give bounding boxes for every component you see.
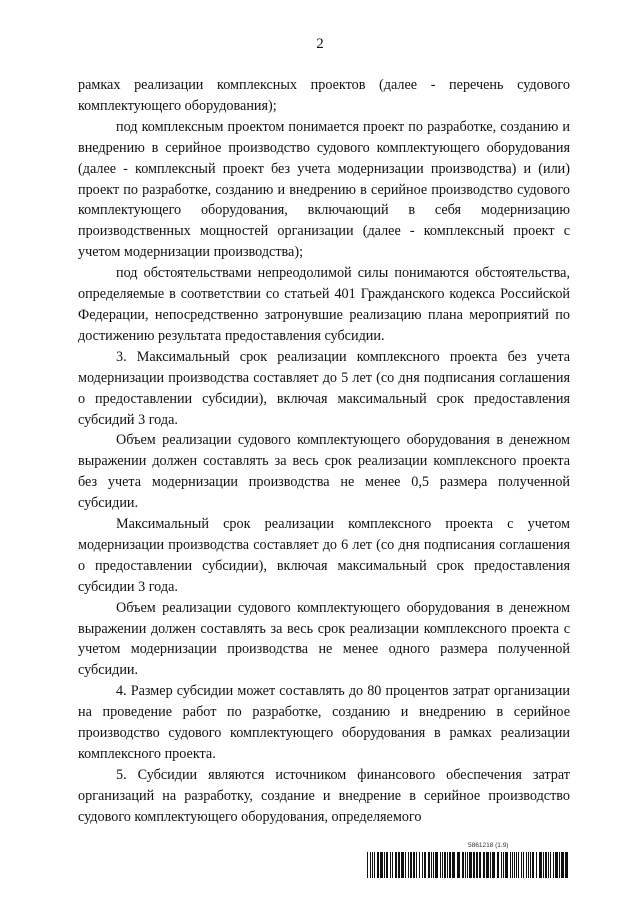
- paragraph: 3. Максимальный срок реализации комплексного проекта без учета модернизации производства составляет до 5 лет (со дня подписания соглашения о предоставлении субсидии), включая максимальный срок предоставления субсидий 3 года.: [78, 348, 570, 428]
- paragraph: под комплексным проектом понимается проект по разработке, созданию и внедрению в серийное производство судового комплектующего оборудования (далее - комплексный проект без учета модернизации производства) и (или) проект по разработке, созданию и внедрению в серийное производство судового комплектующего оборудования, включающий в себя модернизацию производственных мощностей организации (далее - комплексный проект с учетом модернизации производства);: [78, 118, 570, 261]
- page-number: 2: [316, 36, 324, 52]
- paragraph: 5. Субсидии являются источником финансового обеспечения затрат организаций на разработку, создание и внедрение в серийное производство судового комплектующего оборудования, определяемого: [78, 766, 570, 825]
- document-code: 5861218 (1.9): [468, 842, 509, 849]
- paragraph: Объем реализации судового комплектующего оборудования в денежном выражении должен составлять за весь срок реализации комплексного проекта с учетом модернизации производства не менее одного размера полученной субсидии.: [78, 599, 570, 679]
- paragraph: под обстоятельствами непреодолимой силы понимаются обстоятельства, определяемые в соответствии со статьей 401 Гражданского кодекса Российской Федерации, непосредственно затронувшие реализацию плана мероприятий по достижению результата предоставления субсидии.: [78, 265, 570, 344]
- barcode: [367, 852, 569, 878]
- paragraph: рамках реализации комплексных проектов (далее - перечень судового комплектующего оборудования);: [78, 77, 570, 114]
- paragraph: Максимальный срок реализации комплексного проекта с учетом модернизации производства составляет до 6 лет (со дня подписания соглашения о предоставлении субсидии), включая максимальный срок предоставления субсидии 3 года.: [78, 516, 570, 595]
- paragraph: Объем реализации судового комплектующего оборудования в денежном выражении должен составлять за весь срок реализации комплексного проекта без учета модернизации производства не менее 0,5 размера полученной субсидии.: [78, 432, 570, 512]
- paragraph: 4. Размер субсидии может составлять до 80 процентов затрат организации на проведение работ по разработке, созданию и внедрению в серийное производство судового комплектующего оборудования в рамках реализации комплексного проекта.: [78, 683, 570, 762]
- document-body: [78, 75, 570, 828]
